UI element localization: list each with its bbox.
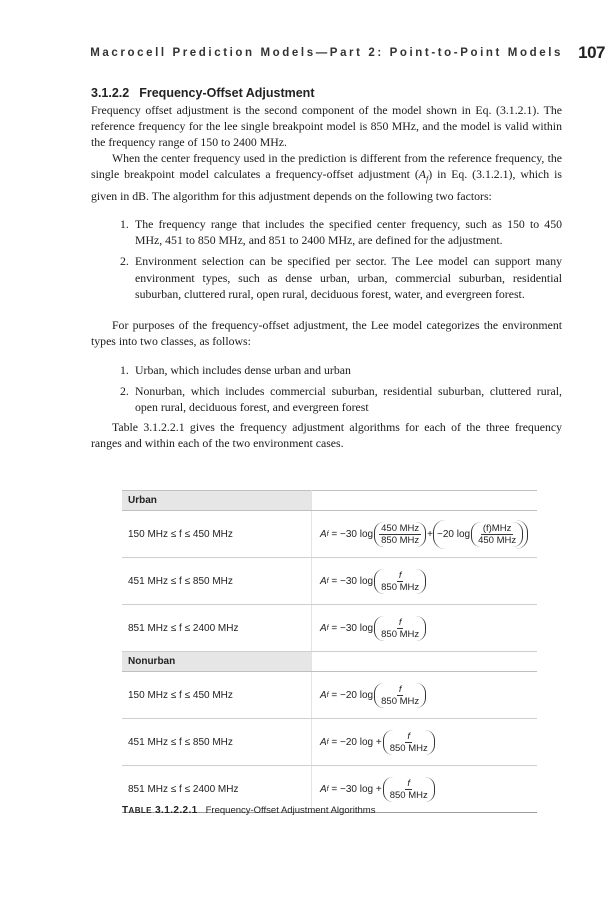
table-row: 851 MHz ≤ f ≤ 2400 MHz A f = −30 log + $\frac{f}{\text{850 MHz}}$	[122, 766, 537, 813]
table-row: 451 MHz ≤ f ≤ 850 MHz A f = −30 log $\frac{f}{\text{850 MHz}}$	[122, 558, 537, 605]
page-header	[0, 44, 613, 68]
page-number: 107	[578, 43, 605, 62]
algorithm-table	[122, 490, 537, 813]
paragraph-1: Frequency offset adjustment is the second component of the model shown in Eq. (3.1.2.1). The reference frequency for the lee single breakpoint model is 850 MHz, and the model is valid within the frequency range of 150 to 2400 MHz.	[91, 102, 562, 150]
list-item: 1. Urban, which includes dense urban and urban	[120, 363, 351, 377]
table-caption	[122, 805, 375, 816]
factors-list	[91, 216, 562, 307]
formula: A f = −30 log + $\frac{f}{\text{850 MHz}}$	[312, 766, 538, 813]
list-item: 1. The frequency range that includes the specified center frequency, such as 150 to 450 MHz, 451 to 850 MHz, and 851 to 2400 MHz, are defined for the adjustment.	[120, 217, 562, 248]
table-row: 150 MHz ≤ f ≤ 450 MHz A f = −20 log $\frac{f}{\text{850 MHz}}$	[122, 672, 537, 719]
paragraph-3: For purposes of the frequency-offset adjustment, the Lee model categorizes the environment types into two classes, as follows:	[91, 317, 562, 348]
group-header-urban: Urban	[122, 491, 537, 511]
caption-text: Frequency-Offset Adjustment Algorithms	[205, 805, 376, 816]
section-title: Frequency-Offset Adjustment	[139, 86, 315, 100]
classes-list	[91, 362, 562, 421]
table-row: 150 MHz ≤ f ≤ 450 MHz A f = −30 log $\frac{\text{450 MHz}}{\text{850 MHz}}$ + −20 log $\frac{\text{(f)MHz}}{\text{450 MHz}}$	[122, 511, 537, 558]
table-row: 451 MHz ≤ f ≤ 850 MHz A f = −20 log + $\frac{f}{\text{850 MHz}}$	[122, 719, 537, 766]
running-title: Macrocell Prediction Models—Part 2: Point-to-Point Models	[90, 47, 563, 59]
formula: A f = −30 log $\frac{\text{450 MHz}}{\text{850 MHz}}$ + −20 log $\frac{\text{(f)MHz}}{\text{450 MHz}}$	[312, 511, 538, 558]
list-item: 2. Nonurban, which includes commercial suburban, residential suburban, cluttered rural, open rural, deciduous forest, and evergreen forest	[120, 384, 562, 415]
caption-label: TABLE 3.1.2.2.1	[122, 805, 198, 816]
section-heading	[91, 86, 315, 100]
table-row: 851 MHz ≤ f ≤ 2400 MHz A f = −30 log $\frac{f}{\text{850 MHz}}$	[122, 605, 537, 652]
formula: A f = −20 log + $\frac{f}{\text{850 MHz}}$	[312, 719, 538, 766]
paragraph-2: When the center frequency used in the prediction is different from the reference frequency, the single breakpoint model calculates a frequency-offset adjustment $(A_f)$ in Eq. (3.1.2.1), which is given in dB. The algorithm for this adjustment depends on the following two factors:	[91, 150, 562, 203]
formula: A f = −30 log $\frac{f}{\text{850 MHz}}$	[312, 605, 538, 652]
paragraph-4: Table 3.1.2.2.1 gives the frequency adjustment algorithms for each of the three frequency ranges and within each of the two environment cases.	[91, 419, 562, 450]
formula: A f = −20 log $\frac{f}{\text{850 MHz}}$	[312, 672, 538, 719]
section-number: 3.1.2.2	[91, 86, 130, 100]
list-item: 2. Environment selection can be specified per sector. The Lee model can support many environment types, such as dense urban, urban, commercial suburban, residential suburban, cluttered rural, open rural, deciduous forest, water, and evergreen forest.	[120, 254, 562, 301]
group-header-nonurban: Nonurban	[122, 652, 537, 672]
formula: A f = −30 log $\frac{f}{\text{850 MHz}}$	[312, 558, 538, 605]
